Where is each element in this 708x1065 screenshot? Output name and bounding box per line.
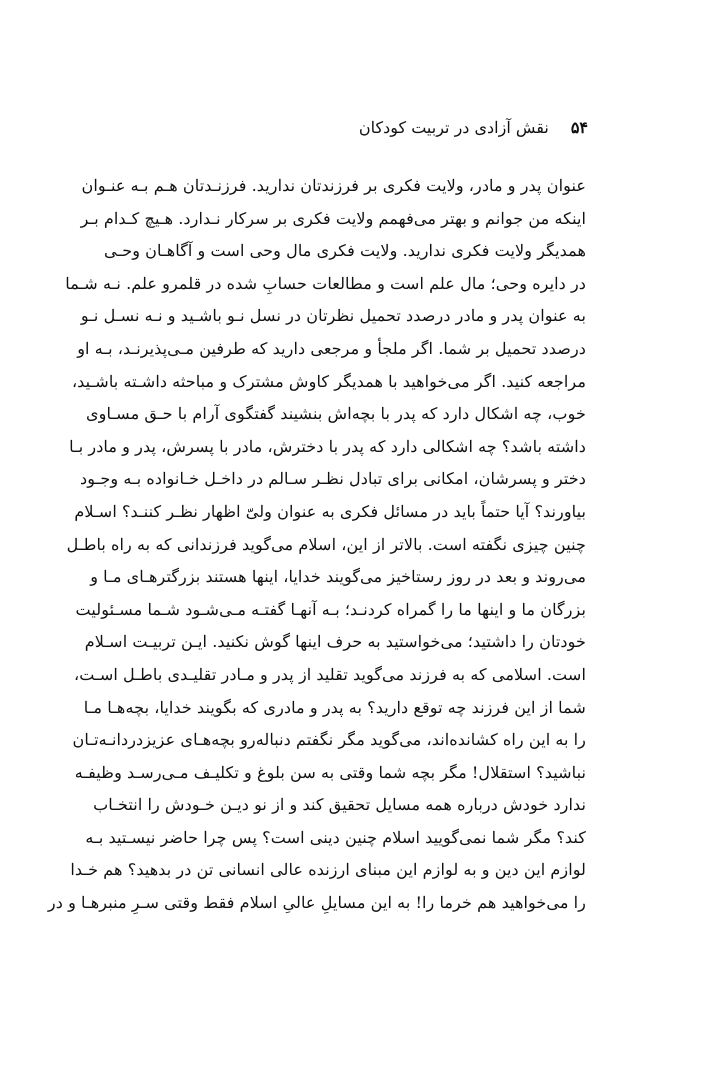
text-line: را می‌خواهید هم خرما را! به این مسایلِ عالیِ اسلام فقط وقتی سـرِ منبرهـا و در xyxy=(47,893,586,913)
text-line: بزرگان ما و اینها ما را گمراه کردنـد؛ بـه آنهـا گفتـه مـی‌شـود شـما مسـئولیت xyxy=(75,599,586,619)
page-number: ۵۴ xyxy=(570,118,588,137)
text-line: عنوان پدر و مادر، ولایت فکری بر فرزندتان ندارید. فرزنـدتان هـم بـه عنـوان xyxy=(81,176,586,195)
text-line: می‌روند و بعد در روز رستاخیز می‌گویند خدایا، اینها هستند بزرگترهـای مـا و xyxy=(90,567,586,587)
text-line: در دایره وحی؛ مال علم است و مطالعات حسابِ شده در قلمرو علم. نـه شـما xyxy=(65,273,586,293)
text-line: چنین چیزی نگفته است. بالاتر از این، اسلام می‌گوید فرزندانی که به راه باطـل xyxy=(66,534,586,554)
text-line: نباشید؟ استقلال! مگر بچه شما وقتی به سن بلوغ و تکلیـف مـی‌رسـد وظیفـه xyxy=(74,762,586,782)
text-line: مراجعه کنید. اگر می‌خواهید با همدیگر کاوش مشترک و مباحثه داشـته باشـید، xyxy=(71,371,586,391)
text-line: خوب، چه اشکال دارد که پدر با بچه‌اش بنشیند گفتگوی آرام با حـق مسـاوی xyxy=(85,404,586,424)
running-title: نقش آزادی در تربیت کودکان xyxy=(358,118,549,137)
text-line: خودتان را داشتید؛ می‌خواستید به حرف اینها گوش نکنید. ایـن تربیـت اسـلام xyxy=(84,632,586,652)
text-line: لوازم این دین و به لوازم این مبنای ارزنده عالی انسانی تن در بدهید؟ هم خـدا xyxy=(70,860,586,880)
text-line: بیاورند؟ آیا حتماً باید در مسائل فکری به عنوان ولیّ اظهار نظـر کننـد؟ اسـلام xyxy=(74,501,586,521)
body-text xyxy=(47,170,586,920)
text-line: دختر و پسرشان، امکانی برای تبادل نظـر سـالم در داخـل خـانواده بـه وجـود xyxy=(80,469,586,489)
text-line: درصدد تحمیل بر شما. اگر ملجأ و مرجعی دارید که طرفین مـی‌پذیرنـد، بـه او xyxy=(77,338,586,358)
page-header xyxy=(359,118,588,137)
text-line: داشته باشد؟ چه اشکالی دارد که پدر با دخترش، مادر با پسرش، پدر و مادر بـا xyxy=(69,436,586,456)
text-line: را به این راه کشانده‌اند، می‌گوید مگر نگفتم دنباله‌رو بچه‌هـای عزیزدردانـه‌تـان xyxy=(72,730,586,750)
text-line: شما از این فرزند چه توقع دارید؟ به پدر و مادری که بگویند خدایا، بچه‌هـا مـا xyxy=(83,697,586,717)
text-line: ندارد خودش درباره همه مسایل تحقیق کند و از نو دیـن خـودش را انتخـاب xyxy=(93,795,586,815)
text-line: است. اسلامی که به فرزند می‌گوید تقلید از پدر و مـادر تقلیـدی باطـل اسـت، xyxy=(73,664,586,684)
text-line: همدیگر ولایت فکری ندارید. ولایت فکری مال وحی است و آگاهـان وحـی xyxy=(103,241,586,261)
text-line: کند؟ مگر شما نمی‌گویید اسلام چنین دینی است؟ پس چرا حاضر نیسـتید بـه xyxy=(85,827,586,847)
text-line: اینکه من جوانم و بهتر می‌فهمم ولایت فکری بر سرکار نـدارد. هـیچ کـدام بـر xyxy=(80,208,586,228)
text-line: به عنوان پدر و مادر درصدد تحمیل نظرتان در نسل نـو باشـید و نـه نسـل نـو xyxy=(80,306,586,326)
